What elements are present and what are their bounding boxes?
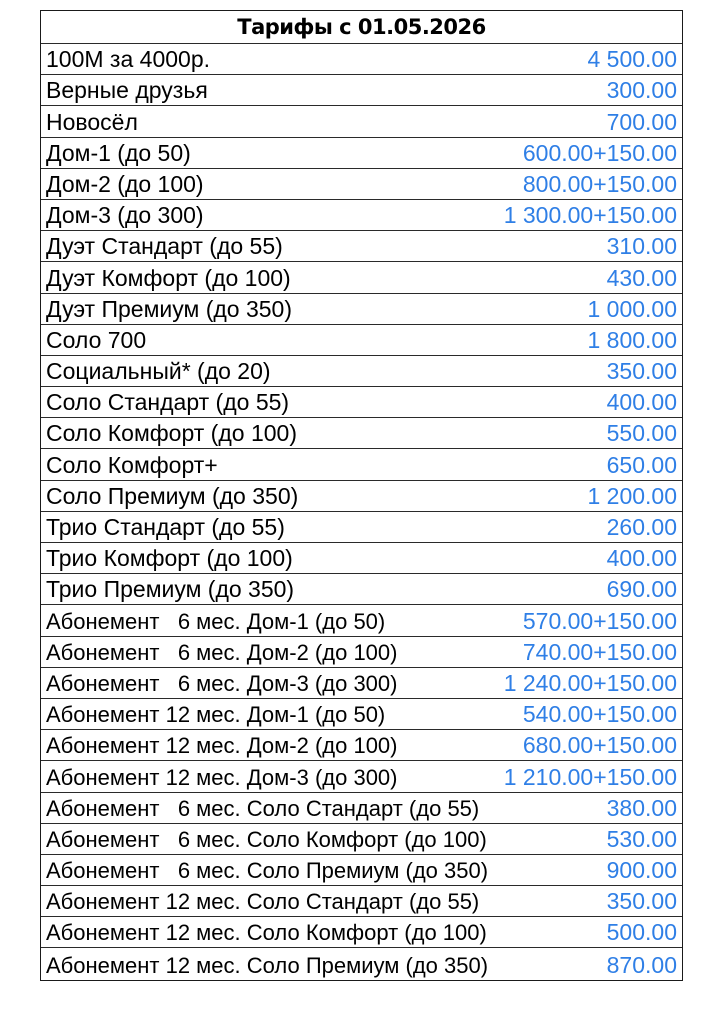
tariff-name: Абонемент 6 мес. Дом-1 (до 50)	[46, 608, 386, 634]
tariff-price: 690.00	[606, 576, 677, 603]
table-row	[41, 231, 682, 262]
table-row	[41, 138, 682, 169]
table-row	[41, 418, 682, 449]
tariff-price: 1 210.00+150.00	[503, 763, 677, 790]
tariff-price: 310.00	[606, 233, 677, 260]
tariff-name: Соло 700	[46, 326, 147, 353]
table-row	[41, 44, 682, 75]
tariff-price: 350.00	[606, 358, 677, 385]
tariff-name: Абонемент 6 мес. Соло Премиум (до 350)	[46, 858, 489, 884]
tariff-name: Дуэт Комфорт (до 100)	[46, 264, 291, 291]
tariff-price: 650.00	[606, 451, 677, 478]
tariff-name: Абонемент 12 мес. Соло Премиум (до 350)	[46, 952, 489, 978]
tariff-name: Дуэт Премиум (до 350)	[46, 295, 292, 322]
tariff-name: Абонемент 6 мес. Дом-3 (до 300)	[46, 670, 398, 696]
tariff-name: 100М за 4000р.	[46, 46, 210, 73]
tariff-name: Абонемент 6 мес. Дом-2 (до 100)	[46, 639, 398, 665]
tariff-name: Абонемент 12 мес. Дом-1 (до 50)	[46, 702, 386, 728]
tariff-price: 550.00	[606, 420, 677, 447]
table-row	[41, 481, 682, 512]
table-row	[41, 948, 682, 979]
tariff-price: 900.00	[606, 857, 677, 884]
tariff-price: 870.00	[606, 951, 677, 978]
tariff-price: 1 000.00	[587, 295, 677, 322]
tariff-price: 600.00+150.00	[522, 139, 677, 166]
tariff-name: Соло Комфорт+	[46, 451, 218, 478]
tariff-name: Дуэт Стандарт (до 55)	[46, 233, 283, 260]
table-title: Тарифы с 01.05.2026	[41, 11, 682, 44]
table-row	[41, 449, 682, 480]
table-row	[41, 793, 682, 824]
table-row	[41, 169, 682, 200]
tariff-name: Трио Стандарт (до 55)	[46, 514, 285, 540]
tariff-name: Новосёл	[46, 108, 138, 135]
tariff-name: Трио Премиум (до 350)	[46, 576, 295, 603]
tariff-name: Абонемент 12 мес. Соло Стандарт (до 55)	[46, 889, 480, 915]
tariff-price: 260.00	[606, 514, 677, 540]
tariff-name: Абонемент 6 мес. Соло Комфорт (до 100)	[46, 826, 487, 852]
tariff-name: Дом-2 (до 100)	[46, 170, 204, 197]
table-row	[41, 512, 682, 543]
table-row	[41, 543, 682, 574]
tariff-price: 430.00	[606, 264, 677, 291]
tariff-name: Соло Премиум (до 350)	[46, 482, 299, 509]
table-row	[41, 200, 682, 231]
tariff-name: Верные друзья	[46, 77, 208, 104]
table-body	[41, 44, 682, 980]
tariff-name: Абонемент 12 мес. Дом-2 (до 100)	[46, 733, 398, 759]
table-row	[41, 325, 682, 356]
tariff-price: 400.00	[606, 545, 677, 572]
tariff-name: Соло Стандарт (до 55)	[46, 389, 290, 416]
table-row	[41, 886, 682, 917]
tariff-name: Дом-3 (до 300)	[46, 202, 204, 229]
table-row	[41, 262, 682, 293]
tariff-name: Социальный* (до 20)	[46, 358, 271, 385]
table-row	[41, 294, 682, 325]
table-row	[41, 917, 682, 948]
table-row	[41, 106, 682, 137]
table-row	[41, 637, 682, 668]
tariff-price: 700.00	[606, 108, 677, 135]
tariff-price: 300.00	[606, 77, 677, 104]
tariff-price: 570.00+150.00	[522, 607, 677, 634]
table-row	[41, 730, 682, 761]
tariff-price: 740.00+150.00	[522, 638, 677, 665]
table-row	[41, 605, 682, 636]
tariff-name: Дом-1 (до 50)	[46, 139, 191, 166]
tariff-price: 4 500.00	[587, 46, 677, 73]
tariff-price: 1 300.00+150.00	[503, 202, 677, 229]
table-row	[41, 356, 682, 387]
tariff-price: 800.00+150.00	[522, 170, 677, 197]
tariff-name: Абонемент 6 мес. Соло Стандарт (до 55)	[46, 795, 480, 821]
tariff-name: Трио Комфорт (до 100)	[46, 545, 293, 572]
tariff-table	[40, 10, 683, 981]
tariff-name: Соло Комфорт (до 100)	[46, 420, 297, 447]
table-row	[41, 75, 682, 106]
tariff-price: 350.00	[606, 888, 677, 915]
tariff-price: 380.00	[606, 794, 677, 821]
tariff-price: 400.00	[606, 389, 677, 416]
tariff-price: 530.00	[606, 825, 677, 852]
tariff-price: 1 200.00	[587, 482, 677, 509]
tariff-price: 1 800.00	[587, 326, 677, 353]
tariff-name: Абонемент 12 мес. Соло Комфорт (до 100)	[46, 920, 487, 946]
table-row	[41, 824, 682, 855]
tariff-price: 680.00+150.00	[522, 732, 677, 759]
tariff-price: 1 240.00+150.00	[503, 669, 677, 696]
tariff-name: Абонемент 12 мес. Дом-3 (до 300)	[46, 764, 398, 790]
tariff-price: 500.00	[606, 919, 677, 946]
table-row	[41, 761, 682, 792]
table-row	[41, 699, 682, 730]
tariff-price: 540.00+150.00	[522, 701, 677, 728]
table-row	[41, 574, 682, 605]
table-row	[41, 668, 682, 699]
table-row	[41, 855, 682, 886]
table-row	[41, 387, 682, 418]
